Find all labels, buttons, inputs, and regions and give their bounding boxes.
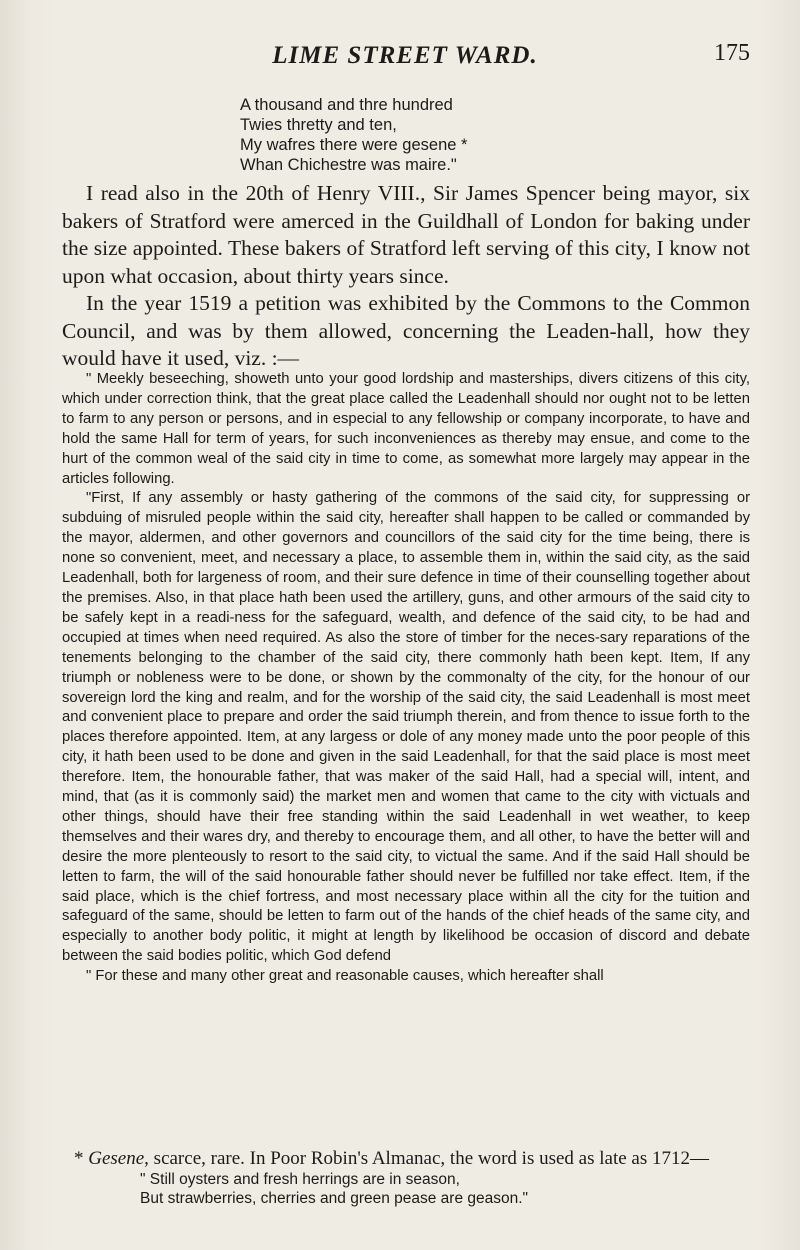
quote-paragraph: "First, If any assembly or hasty gathering of the commons of the said city, for suppressing or subduing of misruled people within the said city, hereafter shall happen to be called or commanded by the mayor, aldermen, and other governors and councillors of the said city for the time being, there is none so convenient, meet, and necessary a place, to assemble them in, within the said city, as the said Leadenhall, both for largeness of room, and their sure defence in time of their counselling together about the premises. Also, in that place hath been used the artillery, guns, and other armours of the said city to be safely kept in a readi-ness for the safeguard, wealth, and defence of the said city, to be had and occupied at times when need required. As also the store of timber for the neces-sary reparations of the tenements belonging to the chamber of the said city, there commonly hath been kept. Item, If any triumph or nobleness were to be done, or shown by the commonalty of the city, for the honour of our sovereign lord the king and realm, and for the worship of the said city, the said Leadenhall is most meet and convenient place to prepare and order the said triumph therein, and from thence to issue forth to the places therefore appointed. Item, at any largess or dole of any money made unto the poor people of this city, it hath been used to be done and given in the said Leadenhall, for that the said place is most meet therefore. Item, the honourable father, that was maker of the said Hall, had a special will, intent, and mind, that (as it is commonly said) the market men and women that came to the city with victuals and other things, should have their free standing within the said Leadenhall in wet weather, to keep themselves and their wares dry, and thereby to encourage them, and all other, to have the better will and desire the more plenteously to resort to the said city, to victual the same. And if the said Hall should be letten to farm, the will of the said honourable father should never be fulfilled nor take effect. Item, if the said place, which is the chief fortress, and most necessary place within all the city for the tuition and safeguard of the same, should be letten to farm out of the hands of the chief heads of the same city, and especially to another body politic, it might at length by likelihood be occasion of discord and debate between the said bodies politic, which God defend bbox=[62, 490, 750, 965]
footnote-marker: * bbox=[74, 1148, 89, 1169]
quote-paragraph: " Meekly beseeching, showeth unto your good lordship and masterships, divers citizens of this city, which under correction think, that the great place called the Leadenhall should nor ought not to be letten to farm to any person or persons, and in especial to any fellowship or company incorporate, to have and hold the same Hall for term of years, for such inconveniences as thereby may ensue, and come to the hurt of the common weal of the said city in time to come, as somewhat more largely may appear in the articles following. bbox=[62, 371, 750, 487]
footnote bbox=[62, 1148, 750, 1208]
petition-quote bbox=[62, 370, 750, 987]
page-header bbox=[60, 38, 750, 78]
footnote-text bbox=[62, 1148, 750, 1170]
quote-paragraph: " For these and many other great and reasonable causes, which hereafter shall bbox=[86, 968, 604, 985]
paragraph: In the year 1519 a petition was exhibited by the Commons to the Common Council, and was by them allowed, concerning the Leaden-hall, how they would have it used, viz. :— bbox=[62, 291, 750, 370]
main-text bbox=[62, 180, 750, 373]
verse-line: My wafres there were gesene * bbox=[240, 136, 468, 154]
verse-line: Whan Chichestre was maire." bbox=[240, 156, 457, 174]
footnote-verse-line: " Still oysters and fresh herrings are in season, bbox=[140, 1171, 460, 1188]
footnote-term: Gesene bbox=[88, 1148, 145, 1169]
page-number: 175 bbox=[714, 40, 750, 66]
verse-line: A thousand and thre hundred bbox=[240, 96, 453, 114]
footnote-definition: , scarce, rare. In Poor Robin's Almanac, the word is used as late as 1712— bbox=[144, 1148, 710, 1169]
verse-line: Twies thretty and ten, bbox=[240, 116, 397, 134]
verse-block bbox=[240, 95, 660, 175]
footnote-verse-line: But strawberries, cherries and green pease are geason." bbox=[140, 1190, 529, 1207]
running-head: LIME STREET WARD. bbox=[272, 42, 538, 69]
paragraph: I read also in the 20th of Henry VIII., Sir James Spencer being mayor, six bakers of Stratford were amerced in the Guildhall of London for baking under the size appointed. These bakers of Stratford left serving of this city, I know not upon what occasion, about thirty years since. bbox=[62, 181, 750, 288]
